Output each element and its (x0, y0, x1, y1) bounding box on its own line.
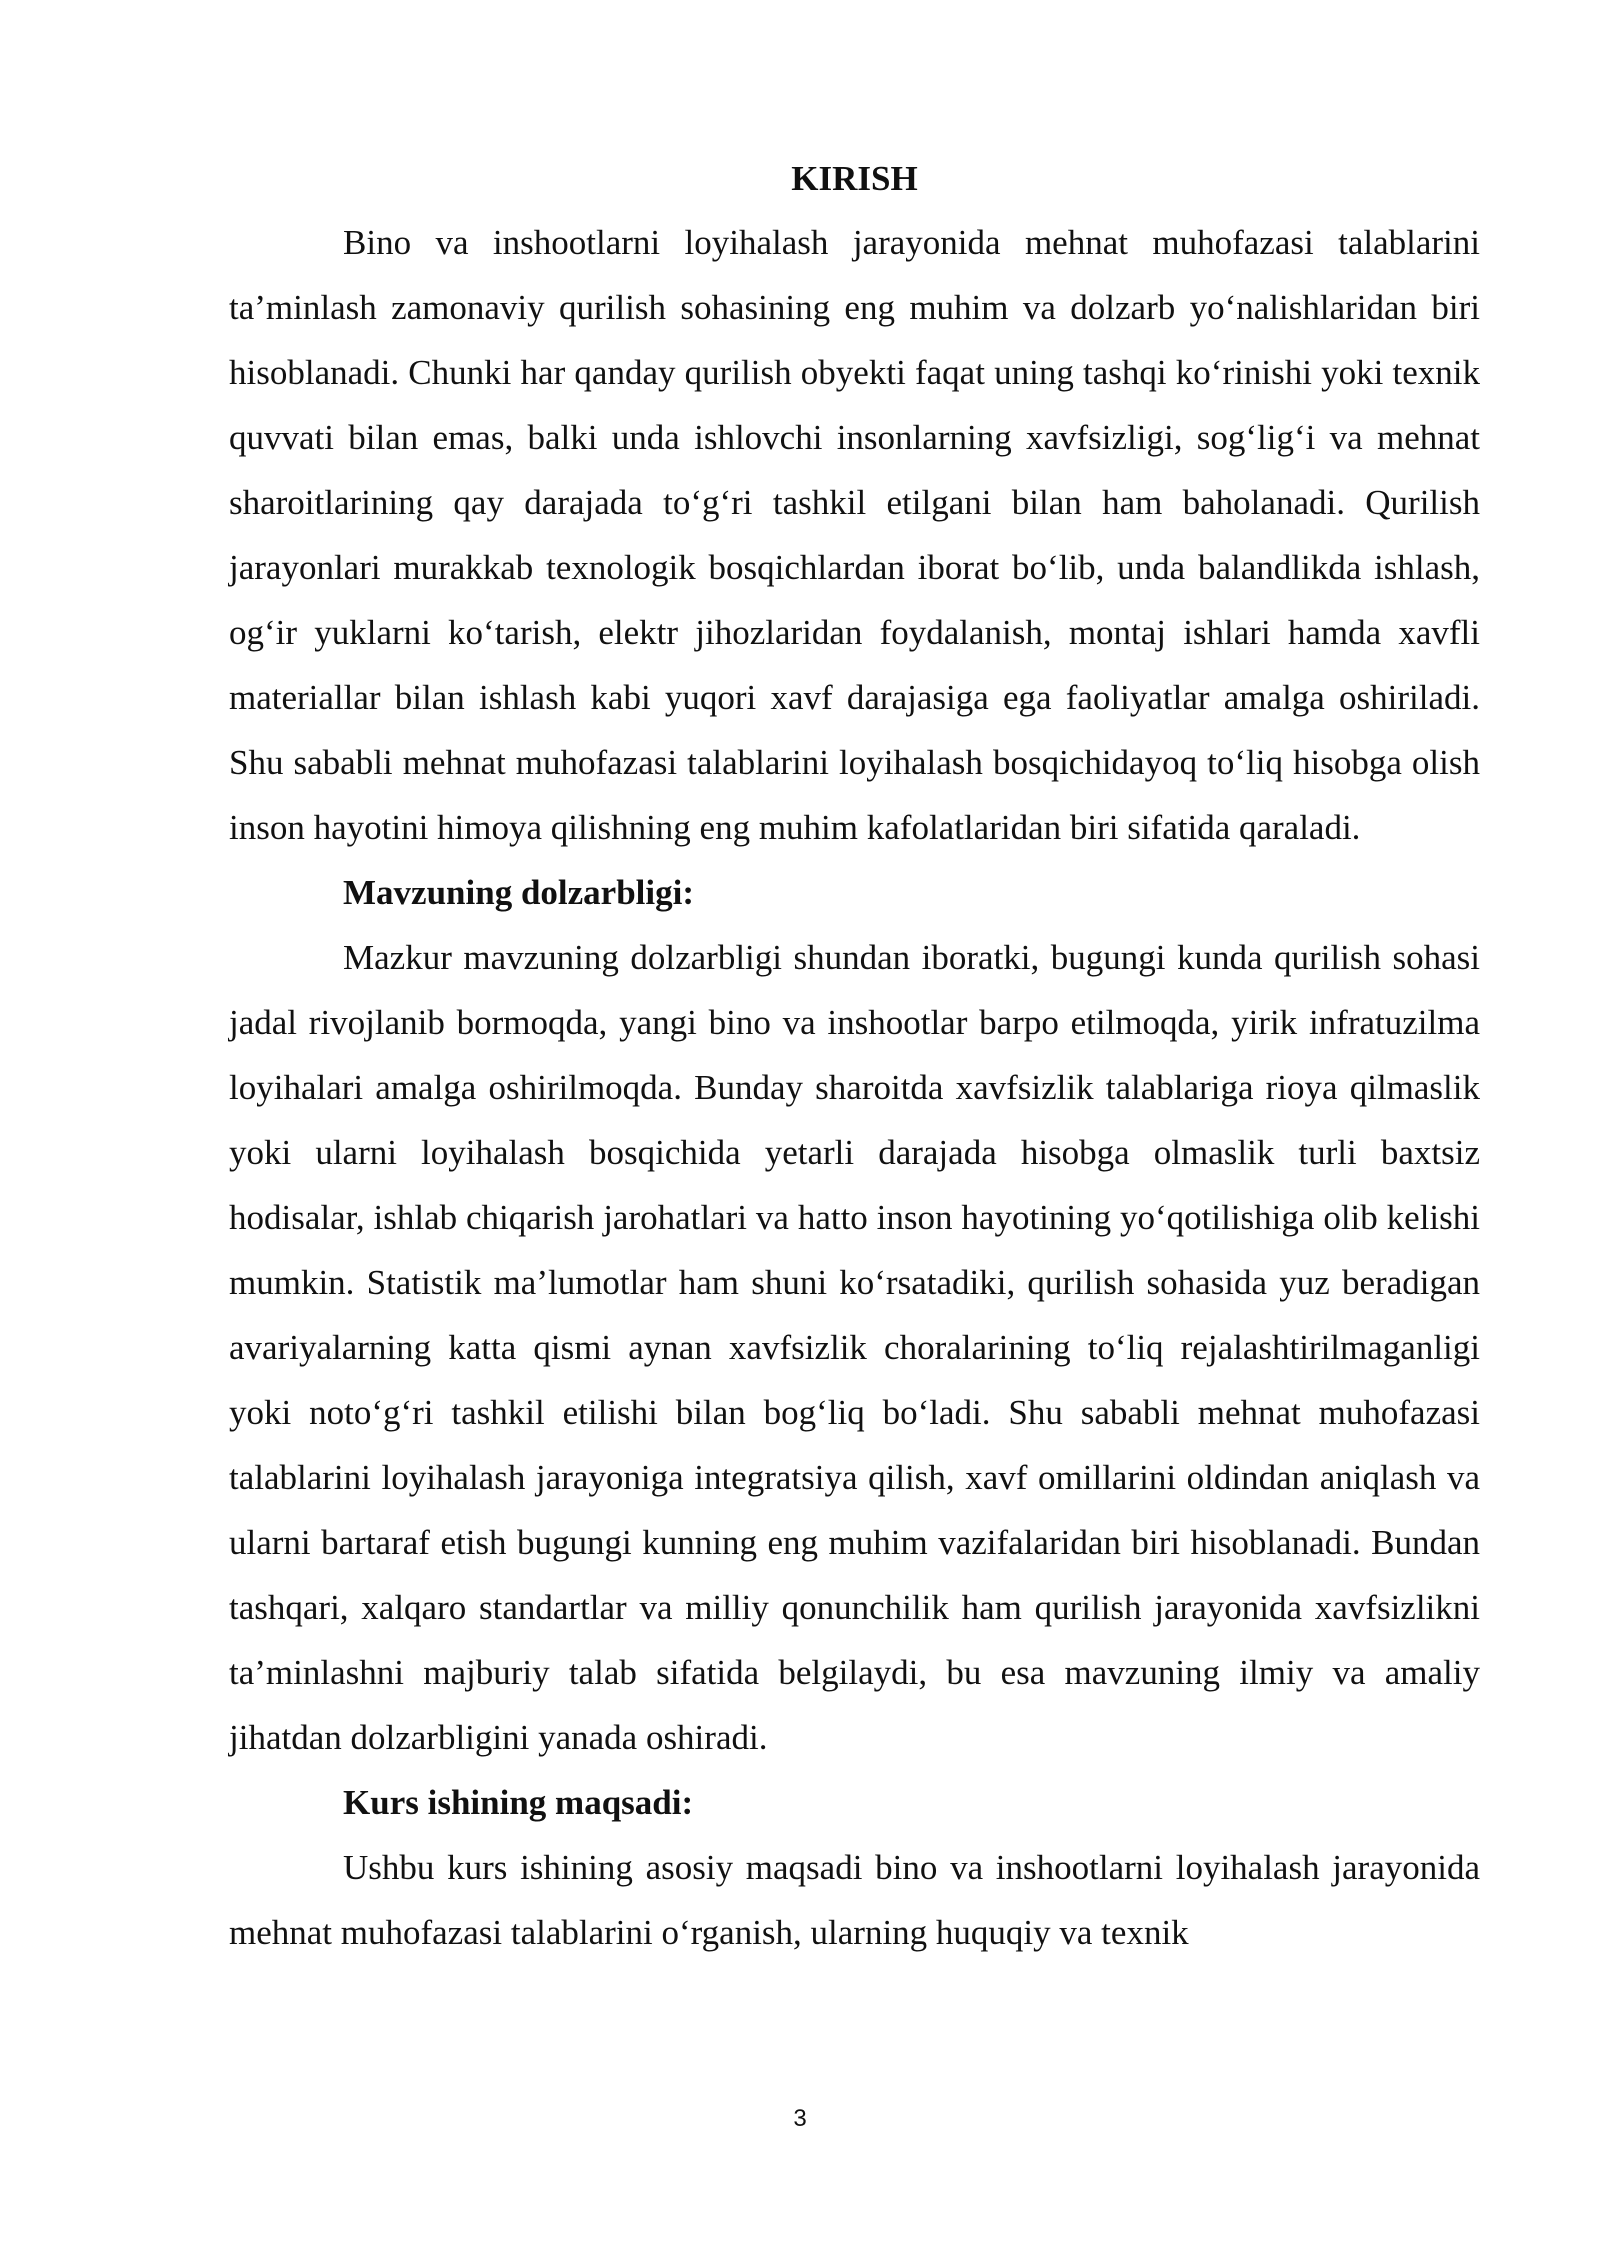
goal-heading: Kurs ishining maqsadi: (343, 1783, 694, 1822)
relevance-heading: Mavzuning dolzarbligi: (343, 873, 694, 912)
page-body (229, 148, 1480, 1965)
page-number: 3 (793, 2105, 807, 2132)
page-title: KIRISH (791, 159, 918, 198)
goal-paragraph: Ushbu kurs ishining asosiy maqsadi bino va inshootlarni loyihalash jarayonida mehnat muhofazasi talablarini o‘rganish, ularning huquqiy va texnik (229, 1848, 1480, 1952)
relevance-paragraph: Mazkur mavzuning dolzarbligi shundan iboratki, bugungi kunda qurilish sohasi jadal rivojlanib bormoqda, yangi bino va inshootlar barpo etilmoqda, yirik infratuzilma loyihalari amalga oshirilmoqda. Bunday sharoitda xavfsizlik talablariga rioya qilmaslik yoki ularni loyihalash bosqichida yetarli darajada hisobga olmaslik turli baxtsiz hodisalar, ishlab chiqarish jarohatlari va hatto inson hayotining yo‘qotilishiga olib kelishi mumkin. Statistik ma’lumotlar ham shuni ko‘rsatadiki, qurilish sohasida yuz beradigan avariyalarning katta qismi aynan xavfsizlik choralarining to‘liq rejalashtirilmaganligi yoki noto‘g‘ri tashkil etilishi bilan bog‘liq bo‘ladi. Shu sababli mehnat muhofazasi talablarini loyihalash jarayoniga integratsiya qilish, xavf omillarini oldindan aniqlash va ularni bartaraf etish bugungi kunning eng muhim vazifalaridan biri hisoblanadi. Bundan tashqari, xalqaro standartlar va milliy qonunchilik ham qurilish jarayonida xavfsizlikni ta’minlashni majburiy talab sifatida belgilaydi, bu esa mavzuning ilmiy va amaliy jihatdan dolzarbligini yanada oshiradi. (229, 938, 1480, 1757)
intro-paragraph: Bino va inshootlarni loyihalash jarayonida mehnat muhofazasi talablarini ta’minlash zamonaviy qurilish sohasining eng muhim va dolzarb yo‘nalishlaridan biri hisoblanadi. Chunki har qanday qurilish obyekti faqat uning tashqi ko‘rinishi yoki texnik quvvati bilan emas, balki unda ishlovchi insonlarning xavfsizligi, sog‘lig‘i va mehnat sharoitlarining qay darajada to‘g‘ri tashkil etilgani bilan ham baholanadi. Qurilish jarayonlari murakkab texnologik bosqichlardan iborat bo‘lib, unda balandlikda ishlash, og‘ir yuklarni ko‘tarish, elektr jihozlaridan foydalanish, montaj ishlari hamda xavfli materiallar bilan ishlash kabi yuqori xavf darajasiga ega faoliyatlar amalga oshiriladi. Shu sababli mehnat muhofazasi talablarini loyihalash bosqichidayoq to‘liq hisobga olish inson hayotini himoya qilishning eng muhim kafolatlaridan biri sifatida qaraladi. (229, 223, 1480, 847)
